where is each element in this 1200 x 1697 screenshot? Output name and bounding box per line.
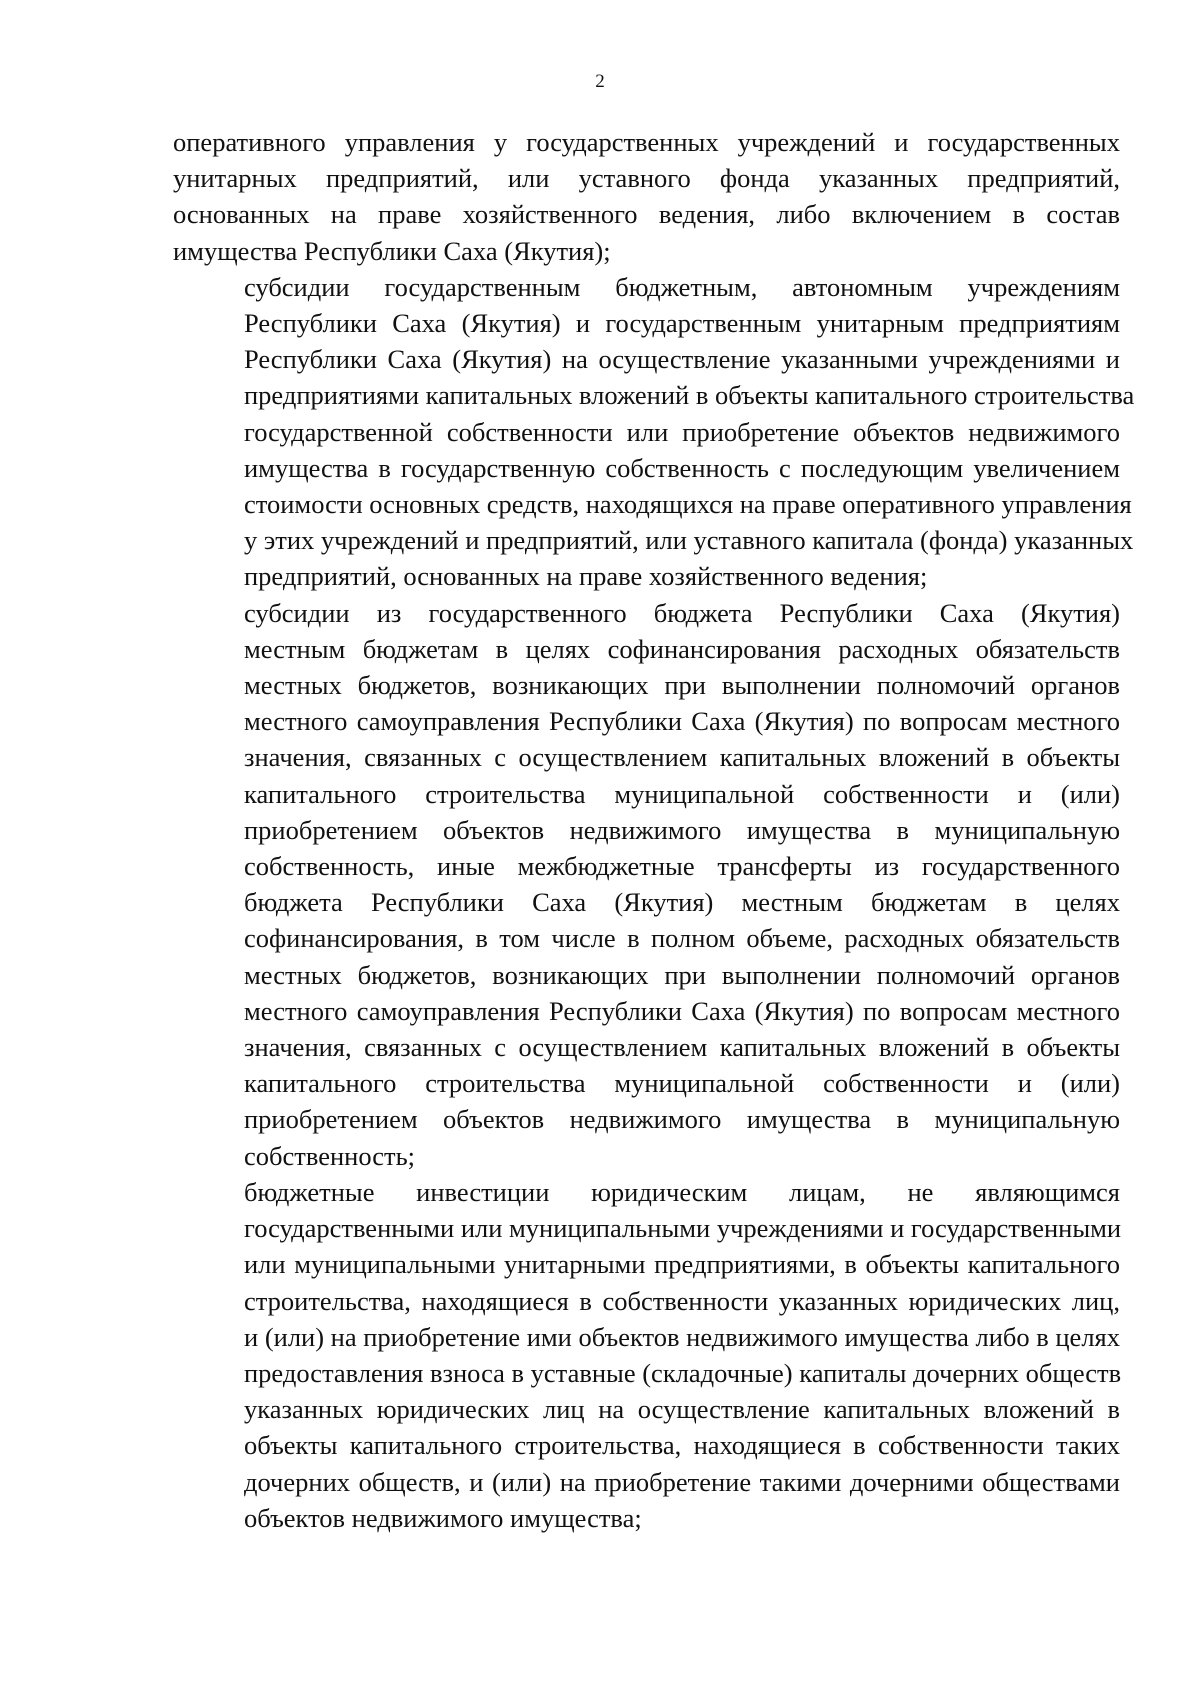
- text-line: местных бюджетов, возникающих при выполнении полномочий органов: [244, 959, 1120, 990]
- text-line: субсидии государственным бюджетным, автономным учреждениям: [244, 271, 1120, 302]
- text-line: капитального строительства муниципальной собственности и (или): [244, 1068, 1120, 1099]
- text-line: стоимости основных средств, находящихся на праве оперативного управления: [244, 489, 1132, 520]
- text-line: предприятий, основанных на праве хозяйственного ведения;: [244, 561, 928, 592]
- text-line: местных бюджетов, возникающих при выполнении полномочий органов: [244, 670, 1120, 701]
- text-line: значения, связанных с осуществлением капитальных вложений в объекты: [244, 742, 1120, 773]
- text-line: собственность;: [244, 1140, 416, 1171]
- text-line: бюджета Республики Саха (Якутия) местным бюджетам в целях: [244, 887, 1120, 918]
- text-line: собственность, иные межбюджетные трансферты из государственного: [244, 851, 1120, 882]
- text-line: капитального строительства муниципальной собственности и (или): [244, 778, 1120, 809]
- text-line: приобретением объектов недвижимого имущества в муниципальную: [244, 814, 1120, 845]
- paragraph: [173, 124, 1120, 269]
- text-line: приобретением объектов недвижимого имущества в муниципальную: [244, 1104, 1120, 1135]
- text-line: субсидии из государственного бюджета Республики Саха (Якутия): [244, 597, 1120, 628]
- paragraph: [173, 595, 1120, 1174]
- text-line: оперативного управления у государственных учреждений и государственных: [173, 127, 1120, 157]
- text-line: местного самоуправления Республики Саха (Якутия) по вопросам местного: [244, 995, 1120, 1026]
- text-line: бюджетные инвестиции юридическим лицам, не являющимся: [244, 1176, 1120, 1207]
- text-line: софинансирования, в том числе в полном объеме, расходных обязательств: [244, 923, 1120, 954]
- text-line: имущества Республики Саха (Якутия);: [173, 235, 611, 266]
- text-line: объектов недвижимого имущества;: [244, 1502, 642, 1533]
- text-line: имущества в государственную собственность с последующим увеличением: [244, 452, 1120, 483]
- text-line: унитарных предприятий, или уставного фонда указанных предприятий,: [173, 163, 1120, 194]
- text-line: у этих учреждений и предприятий, или уставного капитала (фонда) указанных: [244, 525, 1134, 556]
- paragraph: [173, 269, 1135, 595]
- text-line: или муниципальными унитарными предприятиями, в объекты капитального: [244, 1249, 1120, 1280]
- text-line: предоставления взноса в уставные (складочные) капиталы дочерних обществ: [244, 1357, 1122, 1388]
- text-line: основанных на праве хозяйственного ведения, либо включением в состав: [173, 199, 1120, 230]
- text-line: дочерних обществ, и (или) на приобретение такими дочерними обществами: [244, 1466, 1120, 1497]
- text-line: строительства, находящиеся в собственности указанных юридических лиц,: [244, 1285, 1120, 1316]
- text-line: значения, связанных с осуществлением капитальных вложений в объекты: [244, 1032, 1120, 1063]
- document-body: [173, 124, 1135, 1536]
- text-line: государственной собственности или приобретение объектов недвижимого: [244, 416, 1120, 447]
- text-line: предприятиями капитальных вложений в объекты капитального строительства: [244, 380, 1135, 411]
- text-line: государственными или муниципальными учреждениями и государственными: [244, 1213, 1122, 1244]
- page-number: 2: [595, 71, 605, 92]
- text-line: местного самоуправления Республики Саха (Якутия) по вопросам местного: [244, 706, 1120, 737]
- paragraph: [173, 1174, 1120, 1536]
- text-line: объекты капитального строительства, находящиеся в собственности таких: [244, 1430, 1120, 1461]
- text-line: Республики Саха (Якутия) на осуществление указанными учреждениями и: [244, 344, 1120, 375]
- text-line: местным бюджетам в целях софинансирования расходных обязательств: [244, 633, 1120, 664]
- text-line: и (или) на приобретение ими объектов недвижимого имущества либо в целях: [244, 1321, 1120, 1352]
- text-line: указанных юридических лиц на осуществление капитальных вложений в: [244, 1394, 1120, 1425]
- text-line: Республики Саха (Якутия) и государственным унитарным предприятиям: [244, 308, 1120, 339]
